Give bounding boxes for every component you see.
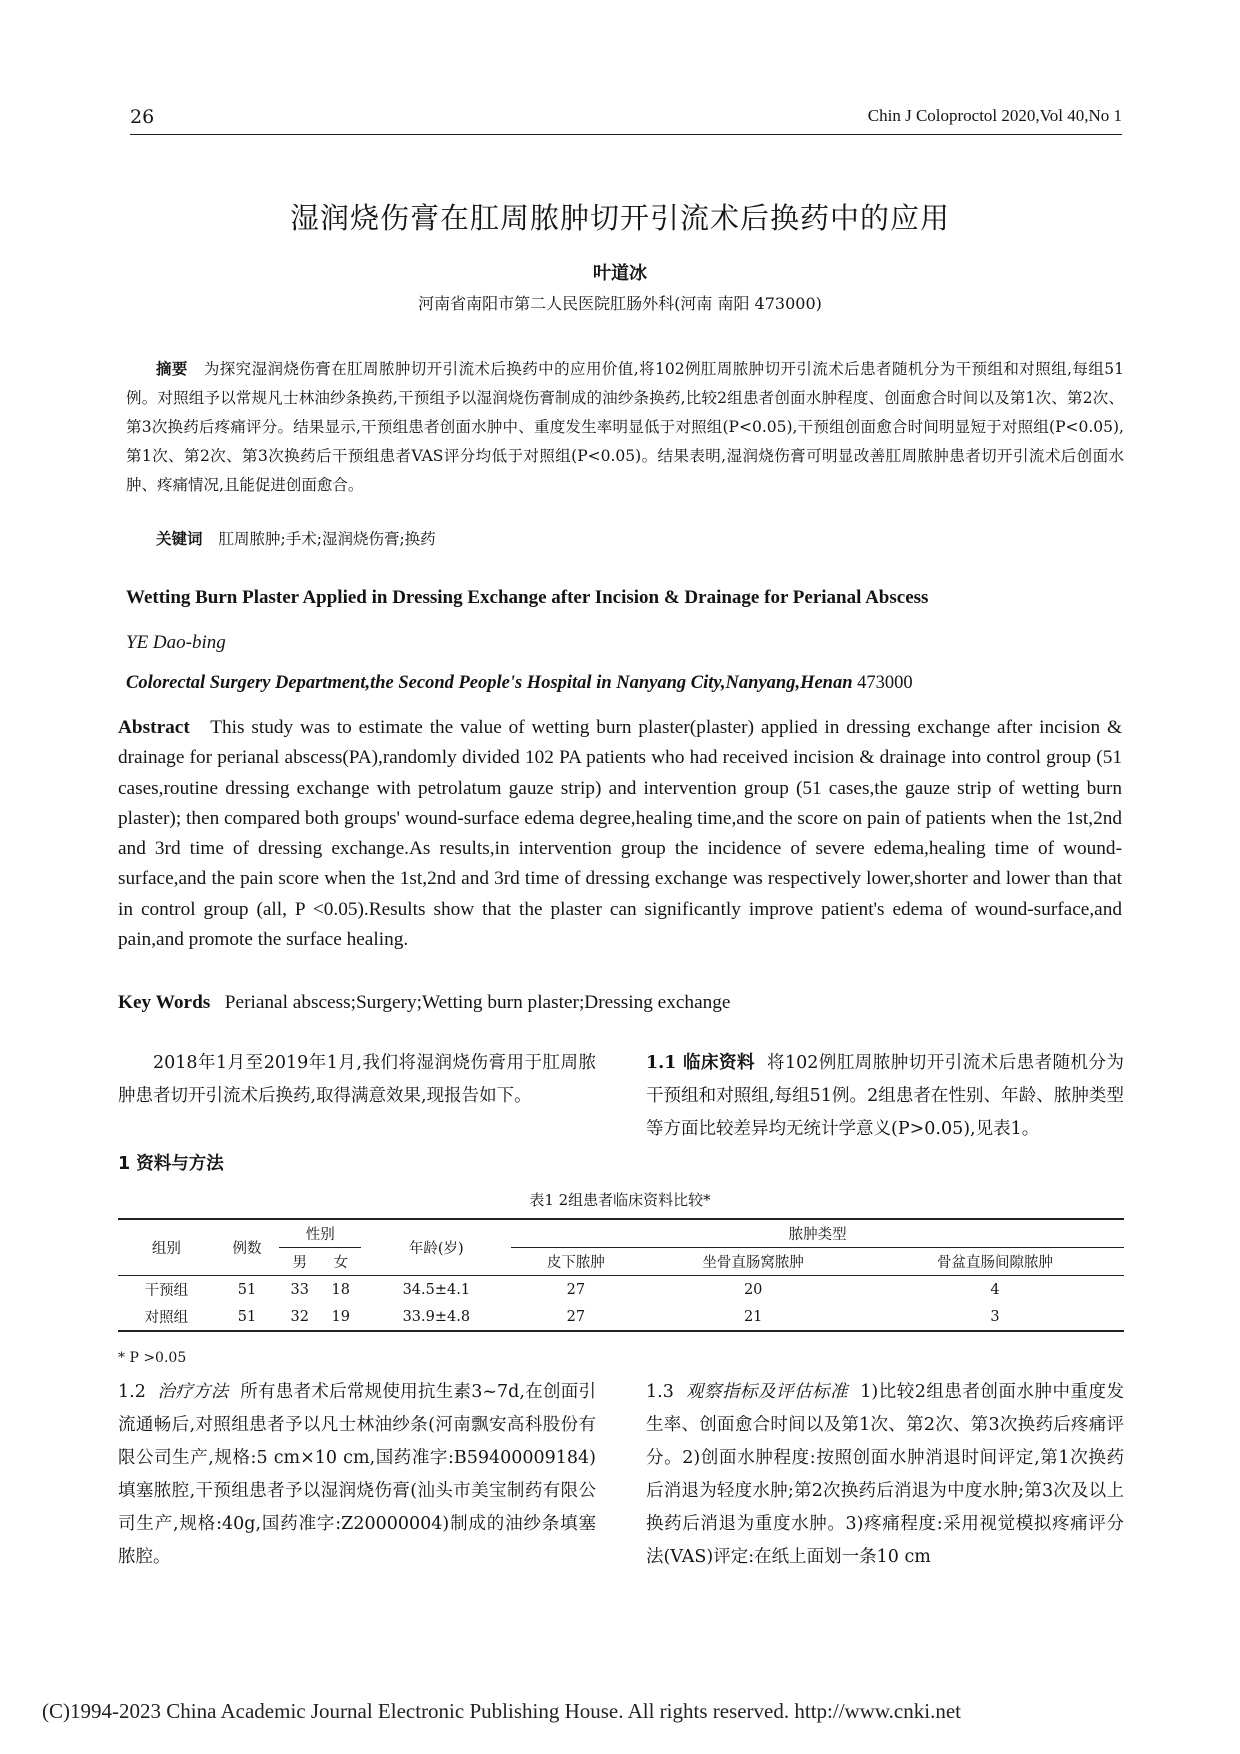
english-keywords-label: Key Words bbox=[118, 992, 211, 1013]
cell-type-ischiorectal: 20 bbox=[640, 1276, 866, 1304]
cell-female: 18 bbox=[320, 1276, 361, 1304]
english-keywords bbox=[118, 992, 730, 1014]
th-type-ischiorectal: 坐骨直肠窝脓肿 bbox=[702, 1255, 804, 1271]
section-1-1-text: 将102例肛周脓肿切开引流术后患者随机分为干预组和对照组,每组51例。2组患者在性别、年龄、脓肿类型等方面比较差异均无统计学意义(P>0.05),见表1。 bbox=[646, 1053, 1124, 1139]
th-cases: 例数 bbox=[215, 1219, 279, 1276]
header-rule bbox=[130, 134, 1122, 135]
table-row bbox=[118, 1303, 1124, 1331]
section-1-2-text: 所有患者术后常规使用抗生素3~7d,在创面引流通畅后,对照组患者予以凡士林油纱条(河南飘安高科股份有限公司生产,规格:5 cm×10 cm,国药准字:B59400009184)填塞脓腔,干预组患者予以湿润烧伤膏(汕头市美宝制药有限公司生产,规格:40g,国药准字:Z20000004)制成的油纱条填塞脓腔。 bbox=[118, 1382, 596, 1567]
article-title: 湿润烧伤膏在肛周脓肿切开引流术后换药中的应用 bbox=[289, 201, 950, 235]
th-abscess-type: 脓肿类型 bbox=[511, 1219, 1124, 1248]
th-group: 组别 bbox=[118, 1219, 215, 1276]
th-type-subcutaneous: 皮下脓肿 bbox=[546, 1255, 605, 1271]
cell-type-ischiorectal: 21 bbox=[640, 1303, 866, 1331]
author: 叶道冰 bbox=[593, 263, 647, 284]
chinese-abstract-text: 为探究湿润烧伤膏在肛周脓肿切开引流术后换药中的应用价值,将102例肛周脓肿切开引流术后患者随机分为干预组和对照组,每组51例。对照组予以常规凡士林油纱条换药,干预组予以湿润烧伤膏制成的油纱条换药,比较2组患者创面水肿程度、创面愈合时间以及第1次、第2次、第3次换药后疼痛评分。结果显示,干预组患者创面水肿中、重度发生率明显低于对照组(P<0.05),干预组创面愈合时间明显短于对照组(P<0.05),第1次、第2次、第3次换药后干预组患者VAS评分均低于对照组(P<0.05)。结果表明,湿润烧伤膏可明显改善肛周脓肿患者切开引流术后创面水肿、疼痛情况,且能促进创面愈合。 bbox=[126, 360, 1124, 494]
cell-group: 干预组 bbox=[118, 1276, 215, 1304]
th-sex: 性别 bbox=[279, 1219, 361, 1248]
chinese-keywords bbox=[156, 527, 436, 549]
table-1 bbox=[118, 1218, 1124, 1332]
cell-male: 33 bbox=[279, 1276, 320, 1304]
english-keywords-text: Perianal abscess;Surgery;Wetting burn plaster;Dressing exchange bbox=[224, 992, 731, 1013]
cell-age: 34.5±4.1 bbox=[361, 1276, 511, 1304]
affiliation: 河南省南阳市第二人民医院肛肠外科(河南 南阳 473000) bbox=[418, 294, 822, 313]
cell-female: 19 bbox=[320, 1303, 361, 1331]
section-1-heading: 1 资料与方法 bbox=[118, 1154, 224, 1174]
english-affiliation bbox=[126, 673, 913, 694]
cell-type-subcutaneous: 27 bbox=[511, 1276, 640, 1304]
section-1-1 bbox=[646, 1047, 1124, 1146]
section-1-3-label: 观察指标及评估标准 bbox=[686, 1382, 849, 1402]
section-1-2-number: 1.2 bbox=[118, 1382, 146, 1402]
th-age: 年龄(岁) bbox=[361, 1219, 511, 1276]
chinese-keywords-label: 关键词 bbox=[156, 530, 203, 548]
section-1-1-label: 1.1 临床资料 bbox=[646, 1053, 755, 1073]
copyright-footer: (C)1994-2023 China Academic Journal Electronic Publishing House. All rights reserved. http://www.cnki.net bbox=[42, 1699, 961, 1723]
english-title: Wetting Burn Plaster Applied in Dressing Exchange after Incision & Drainage for Perianal Abscess bbox=[126, 587, 929, 608]
table-1-note: * P >0.05 bbox=[118, 1350, 187, 1366]
english-abstract bbox=[118, 713, 1122, 955]
section-1-2 bbox=[118, 1376, 596, 1574]
chinese-abstract-label: 摘要 bbox=[156, 360, 188, 378]
section-1-3 bbox=[646, 1376, 1124, 1574]
journal-citation: Chin J Coloproctol 2020,Vol 40,No 1 bbox=[867, 106, 1122, 125]
cell-type-pelvirectal: 4 bbox=[866, 1276, 1124, 1304]
th-type-pelvirectal: 骨盆直肠间隙脓肿 bbox=[937, 1255, 1053, 1271]
english-author: YE Dao-bing bbox=[126, 632, 226, 653]
cell-cases: 51 bbox=[215, 1303, 279, 1331]
th-male: 男 bbox=[292, 1255, 307, 1271]
section-1-3-number: 1.3 bbox=[646, 1382, 674, 1402]
cell-group: 对照组 bbox=[118, 1303, 215, 1331]
th-female: 女 bbox=[333, 1255, 348, 1271]
section-1-2-label: 治疗方法 bbox=[157, 1382, 229, 1402]
table-1-caption: 表1 2组患者临床资料比较* bbox=[529, 1191, 711, 1209]
cell-age: 33.9±4.8 bbox=[361, 1303, 511, 1331]
cell-type-pelvirectal: 3 bbox=[866, 1303, 1124, 1331]
table-row bbox=[118, 1276, 1124, 1304]
running-header bbox=[130, 106, 1122, 132]
page-number: 26 bbox=[130, 106, 155, 128]
intro-paragraph: 2018年1月至2019年1月,我们将湿润烧伤膏用于肛周脓肿患者切开引流术后换药,取得满意效果,现报告如下。 bbox=[118, 1053, 596, 1106]
english-affiliation-text: Colorectal Surgery Department,the Second People's Hospital in Nanyang City,Nanyang,Henan bbox=[126, 673, 853, 693]
chinese-abstract bbox=[126, 355, 1124, 500]
english-abstract-text: This study was to estimate the value of wetting burn plaster(plaster) applied in dressing exchange after incision & drainage for perianal abscess(PA),randomly divided 102 PA patients who had received incision & drainage into control group (51 cases,routine dressing exchange with petrolatum gauze strip) and intervention group (51 cases,the gauze strip of wetting burn plaster); then compared both groups' wound-surface edema degree,healing time,and the score on pain of patients when the 1st,2nd and 3rd time of dressing exchange.As results,in intervention group the incidence of severe edema,healing time of wound-surface,and the pain score when the 1st,2nd and 3rd time of dressing exchange was respectively lower,shorter and lower than that in control group (all, P <0.05).Results show that the plaster can significantly improve patient's edema of wound-surface,and pain,and promote the surface healing. bbox=[118, 717, 1122, 951]
chinese-keywords-text: 肛周脓肿;手术;湿润烧伤膏;换药 bbox=[218, 530, 436, 548]
cell-type-subcutaneous: 27 bbox=[511, 1303, 640, 1331]
cell-cases: 51 bbox=[215, 1276, 279, 1304]
cell-male: 32 bbox=[279, 1303, 320, 1331]
section-1-3-text: 1)比较2组患者创面水肿中重度发生率、创面愈合时间以及第1次、第2次、第3次换药后疼痛评分。2)创面水肿程度:按照创面水肿消退时间评定,第1次换药后消退为轻度水肿;第2次换药后消退为中度水肿;第3次及以上换药后消退为重度水肿。3)疼痛程度:采用视觉模拟疼痛评分法(VAS)评定:在纸上面划一条10 cm bbox=[646, 1382, 1124, 1567]
english-affiliation-postcode: 473000 bbox=[857, 673, 913, 693]
english-abstract-label: Abstract bbox=[118, 717, 190, 738]
